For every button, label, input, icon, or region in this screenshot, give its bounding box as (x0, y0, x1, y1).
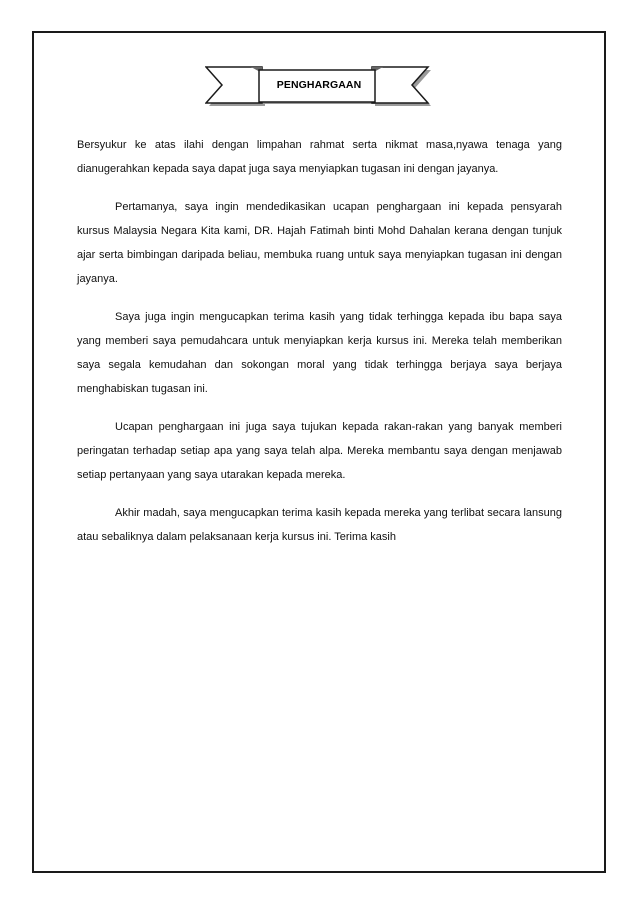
paragraph-parents: Saya juga ingin mengucapkan terima kasih yang tidak terhingga kepada ibu bapa saya yang memberi saya pemudahcara untuk menyiapkan kerja kursus ini. Mereka telah memberikan saya segala kemudahan dan sokongan moral yang tidak terhingga berjaya saya berjaya menghabiskan tugasan ini. (77, 311, 562, 395)
page-title: PENGHARGAAN (276, 79, 362, 91)
paragraph-lecturer: Pertamanya, saya ingin mendedikasikan ucapan penghargaan ini kepada pensyarah kursus Malaysia Negara Kita kami, DR. Hajah Fatimah binti Mohd Dahalan kerana dengan tunjuk ajar serta bimbingan daripada beliau, membuka ruang untuk saya menyiapkan tugasan ini dengan jayanya. (77, 201, 562, 285)
paragraph-closing: Akhir madah, saya mengucapkan terima kasih kepada mereka yang terlibat secara lansung atau sebaliknya dalam pelaksanaan kerja kursus ini. Terima kasih (77, 507, 562, 543)
acknowledgement-body (77, 133, 562, 563)
paragraph-intro: Bersyukur ke atas ilahi dengan limpahan rahmat serta nikmat masa,nyawa tenaga yang dianugerahkan kepada saya dapat juga saya menyiapkan tugasan ini dengan jayanya. (77, 139, 562, 175)
title-banner (205, 60, 435, 114)
paragraph-friends: Ucapan penghargaan ini juga saya tujukan kepada rakan-rakan yang banyak memberi peringatan terhadap setiap apa yang saya telah alpa. Mereka membantu saya dengan menjawab setiap pertanyaan yang saya utarakan kepada mereka. (77, 421, 562, 481)
